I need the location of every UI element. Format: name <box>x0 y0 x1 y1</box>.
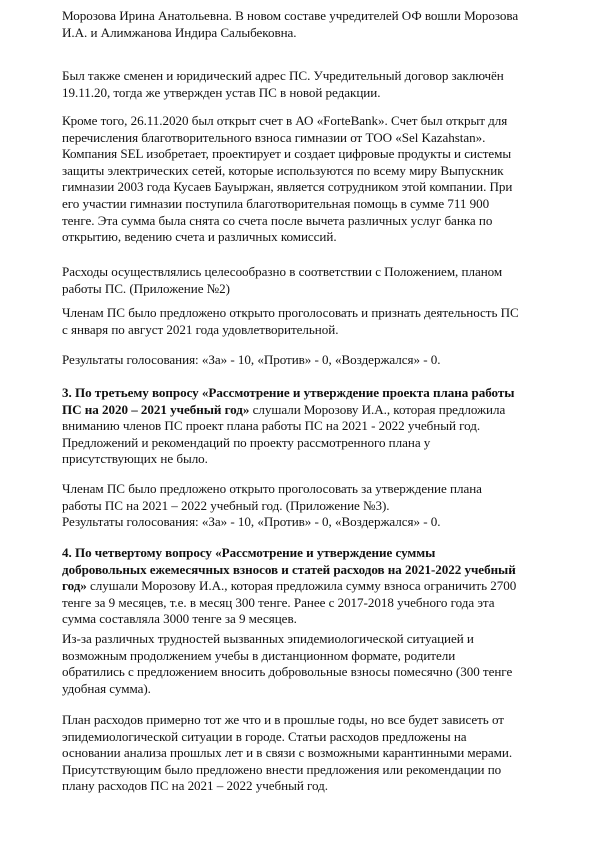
paragraph-legal-address: Был также сменен и юридический адрес ПС. Учредительный договор заключён 19.11.20, тогда же утвержден устав ПС в новой редакции. <box>62 68 504 100</box>
paragraph-plan-vote: Членам ПС было предложено открыто проголосовать за утверждение плана работы ПС на 2021 – 2022 учебный год. (Приложение №3). Результаты голосования: «За» - 10, «Против» - 0, «Воздержался» - 0. <box>62 481 482 530</box>
paragraph-question-3 <box>62 385 562 468</box>
paragraph-expense-plan: План расходов примерно тот же что и в прошлые годы, но все будет зависеть от эпидемиологической ситуации в городе. Статьи расходов предложены на основании анализа прошлых лет и в связи с возможными карантинными мерами. Присутствующим было предложено внести предложения или рекомендации по плану расходов ПС на 2021 – 2022 учебный год. <box>62 712 513 794</box>
paragraph-vote-results: Результаты голосования: «За» - 10, «Против» - 0, «Воздержался» - 0. <box>62 352 441 367</box>
question-4-body: слушали Морозову И.А., которая предложила сумму взноса ограничить 2700 тенге за 9 месяцев, т.е. в месяц 300 тенге. Ранее с 2017-2018 учебного года эта сумма составляла 3000 тенге за 9 месяцев. <box>62 578 517 627</box>
paragraph-difficulties: Из-за различных трудностей вызванных эпидемиологической ситуацией и возможным продолжением учебы в дистанционном формате, родители обратились с предложением вносить добровольные взносы помесячно (300 тенге удобная сумма). <box>62 631 513 696</box>
paragraph-bank-account: Кроме того, 26.11.2020 был открыт счет в АО «ForteBank». Счет был открыт для перечисления благотворительного взноса гимназии от ТОО «Sel Kazahstan». Компания SEL изобретает, проектирует и создает цифровые продукты и системы защиты электрических сетей, которые используются по всему миру Выпускник гимназии 2003 года Кусаев Бауыржан, является сотрудником этой компании. При его участии гимназии поступила благотворительная помощь в сумме 711 900 тенге. Эта сумма была снята со счета после вычета различных услуг банка по открытию, ведению счета и различных комиссий. <box>62 113 513 245</box>
question-4-heading: 4. По четвертому вопросу «Рассмотрение и утверждение суммы добровольных ежемесячных взносов и статей расходов на 2021-2022 учебный год» <box>62 545 516 594</box>
paragraph-expenses: Расходы осуществлялись целесообразно в соответствии с Положением, планом работы ПС. (Приложение №2) <box>62 264 503 296</box>
question-3-heading: 3. По третьему вопросу «Рассмотрение и утверждение проекта плана работы ПС на 2020 – 2021 учебный год» <box>62 385 515 417</box>
paragraph-vote-proposal: Членам ПС было предложено открыто проголосовать и признать деятельность ПС с января по август 2021 года удовлетворительной. <box>62 305 519 337</box>
question-3-body: слушали Морозову И.А., которая предложила вниманию членов ПС проект плана работы ПС на 2021 - 2022 учебный год. Предложений и рекомендаций по проекту рассмотренного плана у присутствующих не было. <box>62 401 506 467</box>
paragraph-question-4 <box>62 545 562 628</box>
paragraph-founders: Морозова Ирина Анатольевна. В новом составе учредителей ОФ вошли Морозова И.А. и Алимжанова Индира Салыбековна. <box>62 8 519 40</box>
